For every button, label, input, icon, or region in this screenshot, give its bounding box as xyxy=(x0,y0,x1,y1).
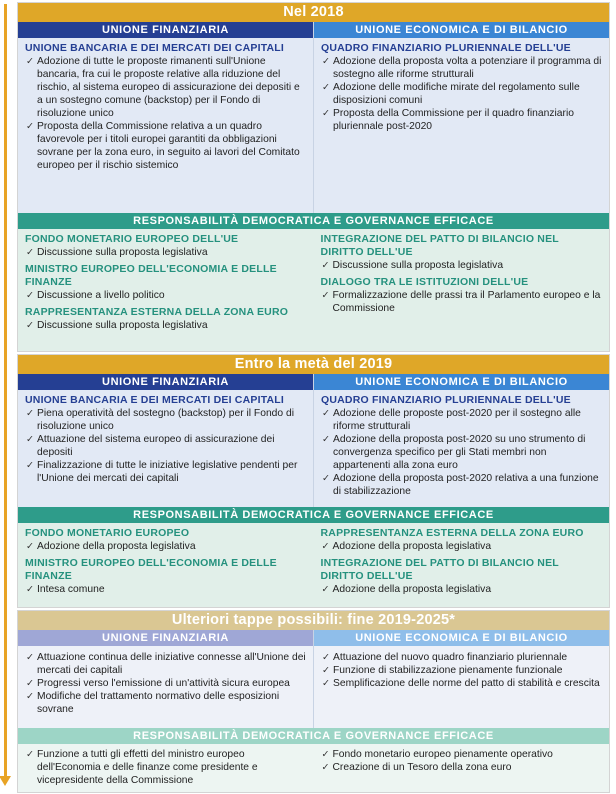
list-item: ✓ Funzione a tutti gli effetti del ministro europeo dell'Economia e delle finanze come presidente e vicepresidente della Commissione xyxy=(25,748,308,787)
list-item: ✓ Discussione sulla proposta legislativa xyxy=(321,259,604,272)
list-item: ✓ Discussione a livello politico xyxy=(25,289,308,302)
list-item: ✓ Adozione della proposta legislativa xyxy=(321,583,604,596)
timeline-line xyxy=(4,4,7,780)
list-item: ✓ Funzione di stabilizzazione pienamente funzionale xyxy=(321,664,603,677)
economic-union-column xyxy=(313,374,609,507)
mff-title: QUADRO FINANZIARIO PLURIENNALE DELL'UE xyxy=(321,394,571,406)
mff-title: QUADRO FINANZIARIO PLURIENNALE DELL'UE xyxy=(321,42,571,54)
governance-header: RESPONSABILITÀ DEMOCRATICA E GOVERNANCE EFFICACE xyxy=(18,507,609,523)
external-representation-title: RAPPRESENTANZA ESTERNA DELLA ZONA EURO xyxy=(320,527,584,539)
list-item: ✓ Piena operatività del sostegno (backstop) per il Fondo di risoluzione unico xyxy=(25,407,307,433)
list-item: ✓ Adozione di tutte le proposte rimanenti sull'Unione bancaria, fra cui le proposte relative alla riduzione del rischio, al sistema europeo di assicurazione dei depositi e a un sostegno comune (backstop) per il Fondo di risoluzione unico xyxy=(25,55,307,120)
minister-title: MINISTRO EUROPEO DELL'ECONOMIA E DELLE FINANZE xyxy=(25,557,277,582)
list-item: ✓ Adozione delle modifiche mirate del regolamento sulle disposizioni comuni xyxy=(321,81,603,107)
list-item: ✓ Modifiche del trattamento normativo delle esposizioni sovrane xyxy=(25,690,307,716)
fiscal-compact-title: INTEGRAZIONE DEL PATTO DI BILANCIO NEL DIRITTO DELL'UE xyxy=(320,557,559,582)
list-item: ✓ Discussione sulla proposta legislativa xyxy=(25,246,308,259)
roadmap xyxy=(17,2,610,794)
governance-header: RESPONSABILITÀ DEMOCRATICA E GOVERNANCE EFFICACE xyxy=(18,213,609,229)
economic-union-column xyxy=(313,630,609,728)
list-item: ✓ Adozione della proposta volta a potenziare il programma di sostegno alle riforme strutturali xyxy=(321,55,603,81)
fiscal-compact-title: INTEGRAZIONE DEL PATTO DI BILANCIO NEL DIRITTO DELL'UE xyxy=(320,233,559,258)
section-title: Ulteriori tappe possibili: fine 2019-2025* xyxy=(18,611,609,630)
section-2019-2025 xyxy=(17,610,610,793)
list-item: ✓ Discussione sulla proposta legislativa xyxy=(25,319,308,332)
list-item: ✓ Adozione della proposta post-2020 relativa a una funzione di stabilizzazione xyxy=(321,472,603,498)
minister-title: MINISTRO EUROPEO DELL'ECONOMIA E DELLE FINANZE xyxy=(25,263,277,288)
dialogue-title: DIALOGO TRA LE ISTITUZIONI DELL'UE xyxy=(320,276,529,288)
section-2018 xyxy=(17,2,610,352)
list-item: ✓ Intesa comune xyxy=(25,583,308,596)
governance-left xyxy=(18,523,314,607)
list-item: ✓ Formalizzazione delle prassi tra il Parlamento europeo e la Commissione xyxy=(321,289,604,315)
governance-left xyxy=(18,744,314,792)
economic-union-header: UNIONE ECONOMICA E DI BILANCIO xyxy=(314,630,609,646)
financial-union-header: UNIONE FINANZIARIA xyxy=(18,630,313,646)
banking-union-title: UNIONE BANCARIA E DEI MERCATI DEI CAPITALI xyxy=(25,394,285,406)
list-item: ✓ Semplificazione delle norme del patto di stabilità e crescita xyxy=(321,677,603,690)
emf-title: FONDO MONETARIO EUROPEO xyxy=(25,527,190,539)
list-item: ✓ Attuazione continua delle iniziative connesse all'Unione dei mercati dei capitali xyxy=(25,651,307,677)
list-item: ✓ Progressi verso l'emissione di un'attività sicura europea xyxy=(25,677,307,690)
list-item: ✓ Attuazione del nuovo quadro finanziario pluriennale xyxy=(321,651,603,664)
section-mid-2019 xyxy=(17,354,610,608)
list-item: ✓ Adozione delle proposte post-2020 per il sostegno alle riforme strutturali xyxy=(321,407,603,433)
section-title: Entro la metà del 2019 xyxy=(18,355,609,374)
financial-union-header: UNIONE FINANZIARIA xyxy=(18,374,313,390)
financial-union-column xyxy=(18,374,313,507)
governance-right xyxy=(314,523,610,607)
governance-header: RESPONSABILITÀ DEMOCRATICA E GOVERNANCE EFFICACE xyxy=(18,728,609,744)
list-item: ✓ Adozione della proposta legislativa xyxy=(321,540,604,553)
financial-union-column xyxy=(18,22,313,213)
list-item: ✓ Adozione della proposta legislativa xyxy=(25,540,308,553)
timeline-arrowhead xyxy=(0,776,11,786)
governance-right xyxy=(314,229,610,351)
list-item: ✓ Proposta della Commissione relativa a un quadro favorevole per i titoli europei garantiti da obbligazioni sovrane per la zona euro, in seguito ai lavori del Comitato europeo per il rischio sistemico xyxy=(25,120,307,172)
emf-title: FONDO MONETARIO EUROPEO DELL'UE xyxy=(25,233,239,245)
list-item: ✓ Proposta della Commissione per il quadro finanziario pluriennale post-2020 xyxy=(321,107,603,133)
economic-union-header: UNIONE ECONOMICA E DI BILANCIO xyxy=(314,374,609,390)
governance-right xyxy=(314,744,610,792)
timeline-arrow xyxy=(2,4,9,790)
list-item: ✓ Fondo monetario europeo pienamente operativo xyxy=(321,748,604,761)
financial-union-header: UNIONE FINANZIARIA xyxy=(18,22,313,38)
financial-union-column xyxy=(18,630,313,728)
section-title: Nel 2018 xyxy=(18,3,609,22)
external-representation-title: RAPPRESENTANZA ESTERNA DELLA ZONA EURO xyxy=(25,306,289,318)
banking-union-title: UNIONE BANCARIA E DEI MERCATI DEI CAPITALI xyxy=(25,42,285,54)
list-item: ✓ Adozione della proposta post-2020 su uno strumento di convergenza specifico per gli Stati membri non appartenenti alla zona euro xyxy=(321,433,603,472)
economic-union-header: UNIONE ECONOMICA E DI BILANCIO xyxy=(314,22,609,38)
economic-union-column xyxy=(313,22,609,213)
governance-left xyxy=(18,229,314,351)
list-item: ✓ Creazione di un Tesoro della zona euro xyxy=(321,761,604,774)
list-item: ✓ Finalizzazione di tutte le iniziative legislative pendenti per l'Unione dei mercati dei capitali xyxy=(25,459,307,485)
list-item: ✓ Attuazione del sistema europeo di assicurazione dei depositi xyxy=(25,433,307,459)
